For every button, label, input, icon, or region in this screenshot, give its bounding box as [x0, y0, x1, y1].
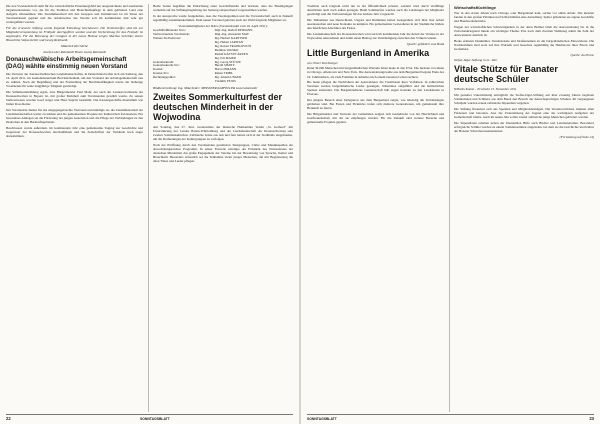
left-column-2 [153, 4, 293, 165]
table-cell-name: Dipl.-Ing. Alexander MAY [214, 32, 250, 37]
column-divider [148, 4, 149, 412]
footer-rule [307, 414, 594, 415]
paragraph: Nach der Eröffnung durch den Vorsitzenden gestalteten Tanzgruppen, Chöre und Musikkapellen ein abwechslungsreiches Programm. In seiner Festrede würdigte der Präsident des Nationalrates der deutschen Minderheit das große Engagement der Vereine bei der Bewahrung von Sprache, Kultur und Brauchtum. Besonders erfreulich sei die Teilnahme vieler junger Menschen, die mit Begeisterung die alten Tänze und Lieder pflegen. [153, 143, 293, 164]
table-cell-role: Rechnungsprüfer: [153, 75, 176, 80]
source-line: Quelle: gefördert vom Bund [407, 41, 444, 46]
paragraph: Heute erinnern Denkmäler, Vereinslokale und Straßennamen an die burgenländischen Einwanderer. Die Nachkommen sind stolz auf ihre Wurzeln und besuchen regelmäßig die Heimatorte ihrer Eltern und Großeltern. [454, 38, 594, 51]
column-divider [449, 4, 450, 412]
paragraph: Rund 30.000 Menschen mit burgenländischen Wurzeln leben heute in den USA. Die meisten von ihnen in Chicago, Allentown und New York. Die Auswanderungswelle aus dem Burgenland begann Ende des 19. Jahrhunderts, als viele Familien in Amerika nach einem besseren Leben suchten. [307, 66, 444, 79]
publication-name: SONNTAGSBLATT [307, 417, 337, 421]
left-column-1 [6, 4, 143, 140]
paragraph: Die Stimmzettelzählung ergab, dass Bürgermeister Paul Mahr, der auch der Landesvorsitzende der Donauschwaben in Bayern ist, mit großer Mehrheit zum Vorsitzenden gewählt wurde. Zu seinen Stellvertretern wurden Josef Jerger und Hans Supritz bestimmt. Die Kassengeschäfte übernimmt wie bisher Rosa Reiter. [6, 89, 143, 107]
signature-line: Mitarbeit Kirchliche [60, 44, 89, 49]
paragraph: Die Bürgermeister und Vertreter der Gemeinden zeigten sich beeindruckt von der Herzlichkeit und Gastfreundschaft, mit der sie empfangen wurden. Für die Zukunft sind weitere Besuche und gemeinsame Projekte geplant. [307, 112, 444, 125]
table-cell-name: Vladimir FEJOS [214, 79, 236, 84]
paragraph: Die Vertreter der donauschwäbischen Landsmannschaften, in Deutschland trafen sich am Samstag, den 16. April 2011, im Gemeindezentrum Bad Reichenhall, um den Vorstand der Arbeitsgemeinschaft neu zu wählen. Nach der Begrüßung und der Feststellung der Beschlussfähigkeit wurde der bisherige Vorsitzende für seine langjährige Tätigkeit gewürdigt. [6, 71, 143, 89]
table-cell-role: Kassier: [153, 67, 164, 72]
paragraph: Die Stiftung finanziert sich aus Spenden und Mitgliedsbeiträgen. Die Verantwortlichen dankten allen Förderern und betonten, dass die Unterstützung der Jugend eine der wichtigsten Aufgaben der Gemeinschaft bleibe. Auch im neuen Jahr sollen wieder zahlreiche junge Menschen gefördert werden. [454, 106, 594, 120]
footer-rule [6, 414, 293, 415]
right-column-1 [307, 4, 444, 126]
paragraph: Der jüngste Besuch einer Delegation aus dem Burgenland zeigte, wie lebendig die Verbindungen geblieben sind. Bei Festen und Picknicks trafen sich mehrere Generationen, um gemeinsam ihre Herkunft zu feiern. [307, 98, 444, 111]
paragraph: Wer in den ersten Jahren nach Chicago oder Burgenland kam, suchte vor allem Arbeit. Die meisten fanden in den großen Fabriken und Schlachthöfen eine Anstellung. Später gründeten sie eigene Geschäfte und Handwerksbetriebe. [454, 11, 594, 24]
paragraph: Die Stipendiaten erhalten neben der finanziellen Hilfe auch Bücher und Lernmaterialien. Besonders erfolgreiche Schüler werden zu einem Sommerseminar eingeladen, bei dem sie die Geschichte und Kultur der Banater Schwaben kennenlernen. [454, 120, 594, 134]
table-cell-name: Reiner TRIBL [214, 71, 234, 76]
paragraph: Für die erneuerte Stiftung wurde folgende Einteilung beschlossen: Die Vereinstreffen sind bis zur Mitgliederversammlung im Frühjahr durchgeführt worden und die Vorbereitung für das Festjahr ist angelaufen. Für die Betreuung der Gruppen in der neuen Heimat sorgen Martina Schröder, Karin Hauschild, Stefan Keller und Georg Reinhardt. [6, 26, 143, 43]
page-number: 23 [589, 416, 594, 421]
table-cell-role: Weitere Stellvertreter: [153, 36, 182, 41]
table-cell-role: Generalsekretär-Stv.: [153, 63, 180, 68]
paragraph: Mit gezielter Unterstützung ermöglicht die Stefan-Jäger-Stiftung seit über zwanzig Jahren begabten Schülerinnen und Schülern aus dem Banat den Besuch der deutschsprachigen Schulen. Im vergangenen Schuljahr wurden erneut zahlreiche Stipendien vergeben. [454, 93, 594, 106]
source-line: Quelle: du Presse [570, 52, 594, 57]
continuation-note: (Fortsetzung auf Seite 24) [559, 134, 594, 139]
table-cell-name: Rudolf KÄTSTE ÄRZEN [214, 51, 248, 56]
table-cell-role: Stellvertretende Vorsitzende: [153, 32, 190, 37]
author-line: von Oliver Kirchberger [307, 60, 338, 65]
right-page [301, 0, 600, 424]
kicker: Stefan-Jäger-Stiftung in 21. Jahr [454, 58, 498, 63]
article-headline: Little Burgenland in Amerika [307, 47, 430, 58]
paragraph: Wegen der wirtschaftlichen Schwierigkeiten in der alten Heimat blieb die Auswanderung bis in die Zwischenkriegszeit hinein ein wichtiges Thema. Erst nach dem Zweiten Weltkrieg nahm die Zahl der Auswanderer deutlich ab. [454, 24, 594, 38]
signature-names: Josefa Leber Reinhardt Brunn Georg Reinhardt [43, 49, 106, 54]
photo-credit: Bildbeschreibung: Ing. Mitarbeiter: MEISSNER KAYFELLER Generalsekretär [153, 85, 258, 90]
paragraph: In der Aussprache wurde festgehalten, dass die Vereinsgremien und die Vorstandschaft auch in Zukunft regelmäßig zusammenkommen. Dem neuen Vorstand gehören nach der Wahl folgende Mitglieder an: [153, 13, 293, 22]
table-cell-name: Ing. Johann UNGER [214, 75, 242, 80]
paragraph: Am Sonntag, den 27. Juni, veranstaltete der Deutsche Humanitäre Verein „St. Gerhard“ mit Unterstützung des Landes Baden-Württemberg und der Landsmannschaft der Donauschwaben sein zweites Sommerkulturfest. Zahlreiche Gäste aus nah und fern hatten sich in der Stadthalle eingefunden, um die Darbietungen der Kulturgruppen zu verfolgen. [153, 125, 293, 142]
right-column-2 [454, 4, 594, 140]
paragraph: Bis heute pflegen die Nachfahren der Auswanderer die Traditionen ihrer Vorfahren. In zahlreichen Vereinen werden burgenländische Lieder gesungen, Volkstänze aufgeführt und die heimatlichen Speisen zubereitet. Die Burgenländische Gemeinschaft hält engen Kontakt zu den Landsleuten in Übersee. [307, 80, 444, 97]
table-cell-role: Generalsekretär: [153, 59, 175, 64]
paragraph: Tradition auch langsam nicht nur in der Öffentlichkeit präsent, sondern wird durch vielfältige Aktivitäten auch nach außen getragen. Beim Sommerfest wurden auch die Leistungen der Mitglieder gewürdigt und die Vorbereitungen für das nächste Jahr vorgestellt. [307, 4, 444, 17]
article-headline: Donauschwäbische Arbeitsgemeinschaft (DAG) wählte einstimmig neuen Vorstand [6, 55, 128, 70]
table-cell-name: Dipl.-Ing. Rudolf REIMANN [214, 28, 253, 33]
table-cell-name: Ing. Herbert KARTTSER [214, 36, 248, 41]
table-cell-name: Matthias WANKO [214, 47, 239, 52]
table-cell-name: Horst OSMANN [214, 67, 237, 72]
table-cell-name: Ing. Hubert JARITAN [214, 39, 244, 44]
section-subheading: Wirtschaftsflüchtlinge [454, 5, 496, 10]
article-headline: Zweites Sommerkulturfest der deutschen Minderheit in der Wojwodina [153, 92, 283, 123]
table-cell-role: Geschäftsführender Vors.: [153, 28, 187, 33]
article-headline: Vitale Stütze für Banater deutsche Schüler [454, 64, 558, 85]
table-cell-name: Harald SIMITZ [214, 63, 235, 68]
table-title: Vorstandsmitglieder der DAG (Vorstandswahl vom 16. April 2011): [178, 23, 268, 28]
left-page [0, 0, 299, 424]
paragraph: Beide Seiten begrüßen die Einrichtung einer Geschäftsstelle und betonen, dass die Beteiligungen weiterhin auf die Stiftungsbegleitung der Satzung entsprechend vorgenommen werden. [153, 4, 293, 13]
table-cell-name: Ing. Georg STÜTZE [214, 59, 242, 64]
table-cell-role [153, 80, 215, 84]
table-cell-name: Ing. Robert FRANKOVICH [214, 43, 251, 48]
author-line: Wilhelm Kumst – Erscheint 15. November 2011 [454, 87, 517, 92]
paragraph: Beschlossen wurde außerdem, im kommenden Jahr eine gemeinsame Tagung zur Geschichte und Gegenwart der Donauschwaben durchzuführen und die Zeitschriften der Verbände noch enger abzustimmen. [6, 125, 143, 138]
page-number: 22 [6, 416, 11, 421]
table-cell-role: Kassier-Stv.: [153, 71, 170, 76]
paragraph: Die Landsmannschaft der Donauschwaben wird auch im kommenden Jahr die Arbeit der Vereine in der Wojwodina unterstützen und damit einen Beitrag zur Verständigung zwischen den Völkern leisten. [307, 31, 444, 40]
paragraph: Die neu Vorstandschaft stellt für das wirtschaftliche Ernennungsfeld nur ausgezeichnete und anerkannte Organisationsleute vor, die für die Tradition und Brauchtumspflege in dem geblieben Land eine Aufgabe übernehmen. Die Zusammenarbeit mit den Gruppen und Institutionen ist im Sinne der Vereinsstatuten geplant und die Arbeitsweise des Vereins soll im kommenden Jahr sehr gut weitergeführt werden. [6, 4, 143, 25]
board-members-table [153, 29, 293, 84]
publication-name: SONNTAGSBLATT [140, 417, 170, 421]
paragraph: Der Vorsitzende dankte für das entgegengebrachte Vertrauen und kündigte an, die Zusammenarbeit der Landsmannschaften weiter zu stärken und die gemeinsamen Projekte der Kulturarbeit fortzusetzen. Ein besonderes Anliegen sei die Förderung der jungen Generation und die Pflege der Verbindungen zu den Deutschen in den Herkunftsgebieten. [6, 107, 143, 125]
table-cell-name: Ing. Edi MAIER [214, 55, 236, 60]
paragraph: Die Teilnehmer aus Deutschland, Ungarn und Rumänien hatten Gelegenheit, sich über ihre Arbeit auszutauschen und neue Kontakte zu knüpfen. Ein gemeinsamer Gottesdienst in der Stadtkirche bildete den feierlichen Abschluss des Festes. [307, 17, 444, 31]
table-row [153, 80, 293, 84]
